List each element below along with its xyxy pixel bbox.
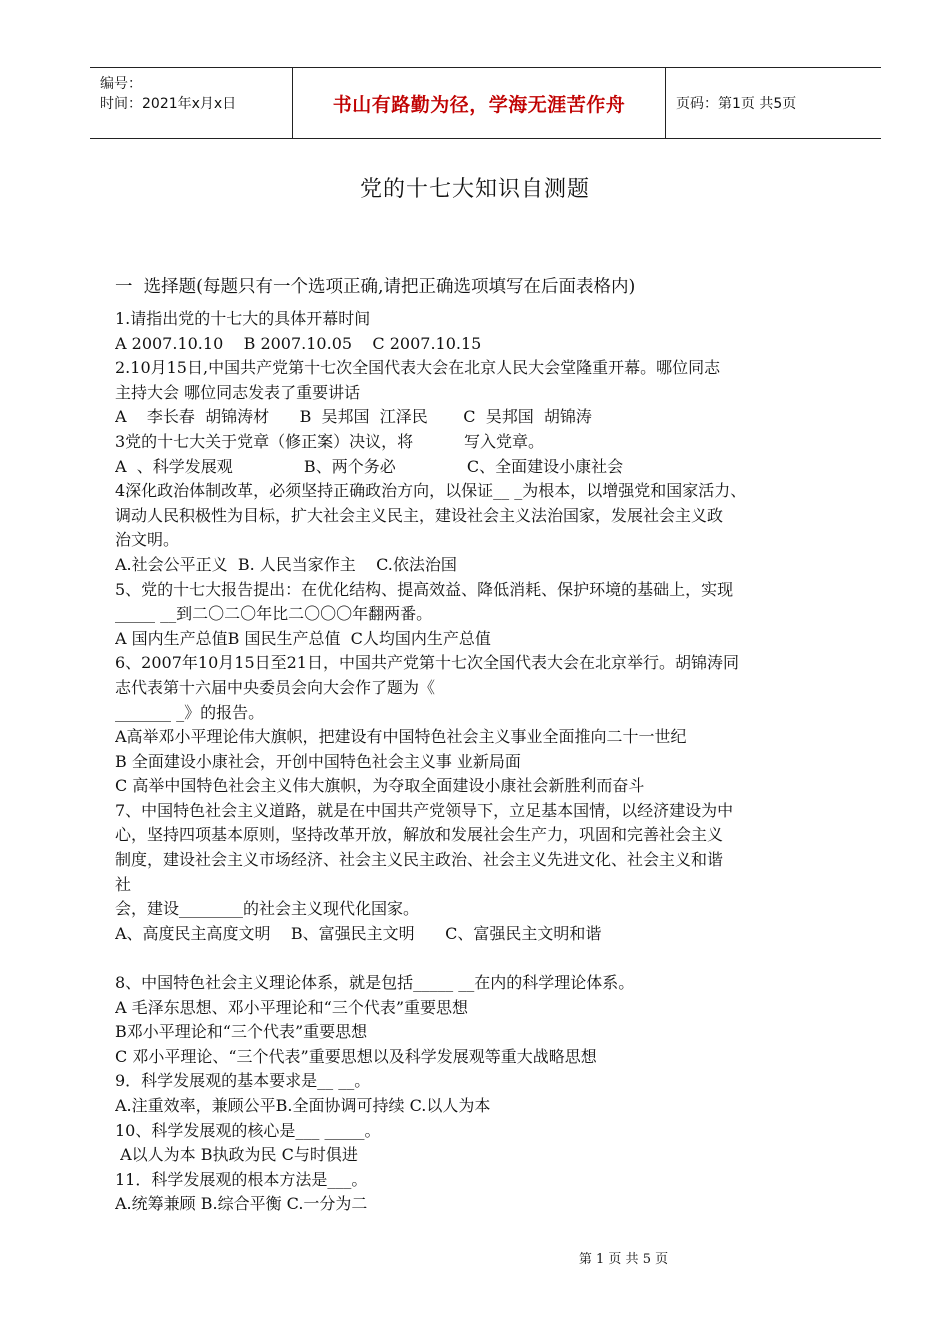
text-line: A 李长春 胡锦涛材 B 吴邦国 江泽民 C 吴邦国 胡锦涛 (115, 407, 592, 427)
text-line: 11．科学发展观的根本方法是___。 (115, 1169, 368, 1189)
text-line: A.社会公平正义 B. 人民当家作主 C.依法治国 (115, 554, 457, 574)
text-line: C 邓小平理论、“三个代表”重要思想以及科学发展观等重大战略思想 (115, 1046, 597, 1066)
text-line: A 、科学发展观 B、两个务必 C、全面建设小康社会 (115, 456, 624, 476)
text-line: 会，建设________的社会主义现代化国家。 (115, 899, 420, 919)
text-line: 8、中国特色社会主义理论体系，就是包括_____ __在内的科学理论体系。 (115, 973, 635, 993)
text-line: 2.10月15日,中国共产党第十七次全国代表大会在北京人民大会堂隆重开幕。哪位同志 (115, 358, 721, 378)
text-line: 调动人民积极性为目标，扩大社会主义民主，建设社会主义法治国家，发展社会主义政 (115, 505, 724, 525)
text-line: _______ _》的报告。 (115, 702, 265, 722)
text-line: 心，坚持四项基本原则，坚持改革开放，解放和发展社会生产力，巩固和完善社会主义 (115, 825, 724, 845)
text-line: A.统筹兼顾 B.综合平衡 C.一分为二 (115, 1194, 368, 1214)
document-title: 党的十七大知识自测题 (359, 177, 590, 202)
text-line: A高举邓小平理论伟大旗帜，把建设有中国特色社会主义事业全面推向二十一世纪 (115, 727, 687, 747)
text-line: B 全面建设小康社会，开创中国特色社会主义事 业新局面 (115, 751, 521, 771)
text-line: 3党的十七大关于党章（修正案）决议，将 写入党章。 (115, 431, 545, 451)
page-footer (0, 1248, 950, 1267)
header-page-cell (666, 68, 881, 138)
text-line: 7、中国特色社会主义道路，就是在中国共产党领导下，立足基本国情，以经济建设为中 (115, 800, 734, 820)
text-line: A 毛泽东思想、邓小平理论和“三个代表”重要思想 (115, 997, 469, 1017)
text-line: A 国内生产总值B 国民生产总值 C人均国内生产总值 (115, 628, 491, 648)
text-line: _____ __到二〇二〇年比二〇〇〇年翻两番。 (115, 604, 433, 624)
motto-text: 书山有路勤为径，学海无涯苦作舟 (332, 93, 626, 116)
time-label: 时间：2021年x月x日 (100, 96, 237, 112)
text-line: 志代表第十六届中央委员会向大会作了题为《 (115, 677, 436, 697)
document-header (90, 67, 881, 139)
text-line: B邓小平理论和“三个代表”重要思想 (115, 1022, 368, 1042)
text-line: 10、科学发展观的核心是___ _____。 (115, 1120, 381, 1140)
footer-page-number: 第 1 页 共 5 页 (578, 1252, 669, 1267)
text-line: A、高度民主高度文明 B、富强民主文明 C、富强民主文明和谐 (115, 923, 602, 943)
number-label: 编号： (100, 76, 142, 92)
text-line: 4深化政治体制改革，必须坚持正确政治方向，以保证__ _为根本，以增强党和国家活力、 (115, 481, 747, 501)
blank-line (115, 946, 865, 971)
page-code: 页码：第1页 共5页 (676, 96, 797, 112)
text-line: 1.请指出党的十七大的具体开幕时间 (115, 309, 371, 328)
text-line: 5、党的十七大报告提出：在优化结构、提高效益、降低消耗、保护环境的基础上，实现 (115, 579, 734, 599)
text-line: 主持大会 哪位同志发表了重要讲话 (115, 382, 361, 402)
header-motto-cell (292, 68, 666, 138)
text-line: 治文明。 (115, 530, 180, 550)
text-line: A以人为本 B执政为民 C与时俱进 (115, 1145, 358, 1165)
text-line: A 2007.10.10 B 2007.10.05 C 2007.10.15 (115, 333, 482, 353)
question-list (115, 307, 865, 1217)
text-line: C 高举中国特色社会主义伟大旗帜，为夺取全面建设小康社会新胜利而奋斗 (115, 776, 645, 796)
header-meta-cell (90, 68, 292, 138)
text-line: 制度，建设社会主义市场经济、社会主义民主政治、社会主义先进文化、社会主义和谐 (115, 850, 724, 870)
text-line: 社 (115, 874, 132, 894)
text-line: 6、2007年10月15日至21日，中国共产党第十七次全国代表大会在北京举行。胡锦涛同 (115, 653, 739, 673)
text-line: 9．科学发展观的基本要求是__ __。 (115, 1071, 371, 1091)
text-line: A.注重效率，兼顾公平B.全面协调可持续 C.以人为本 (115, 1096, 491, 1115)
section-heading: 一 选择题(每题只有一个选项正确,请把正确选项填写在后面表格内) (115, 277, 636, 297)
